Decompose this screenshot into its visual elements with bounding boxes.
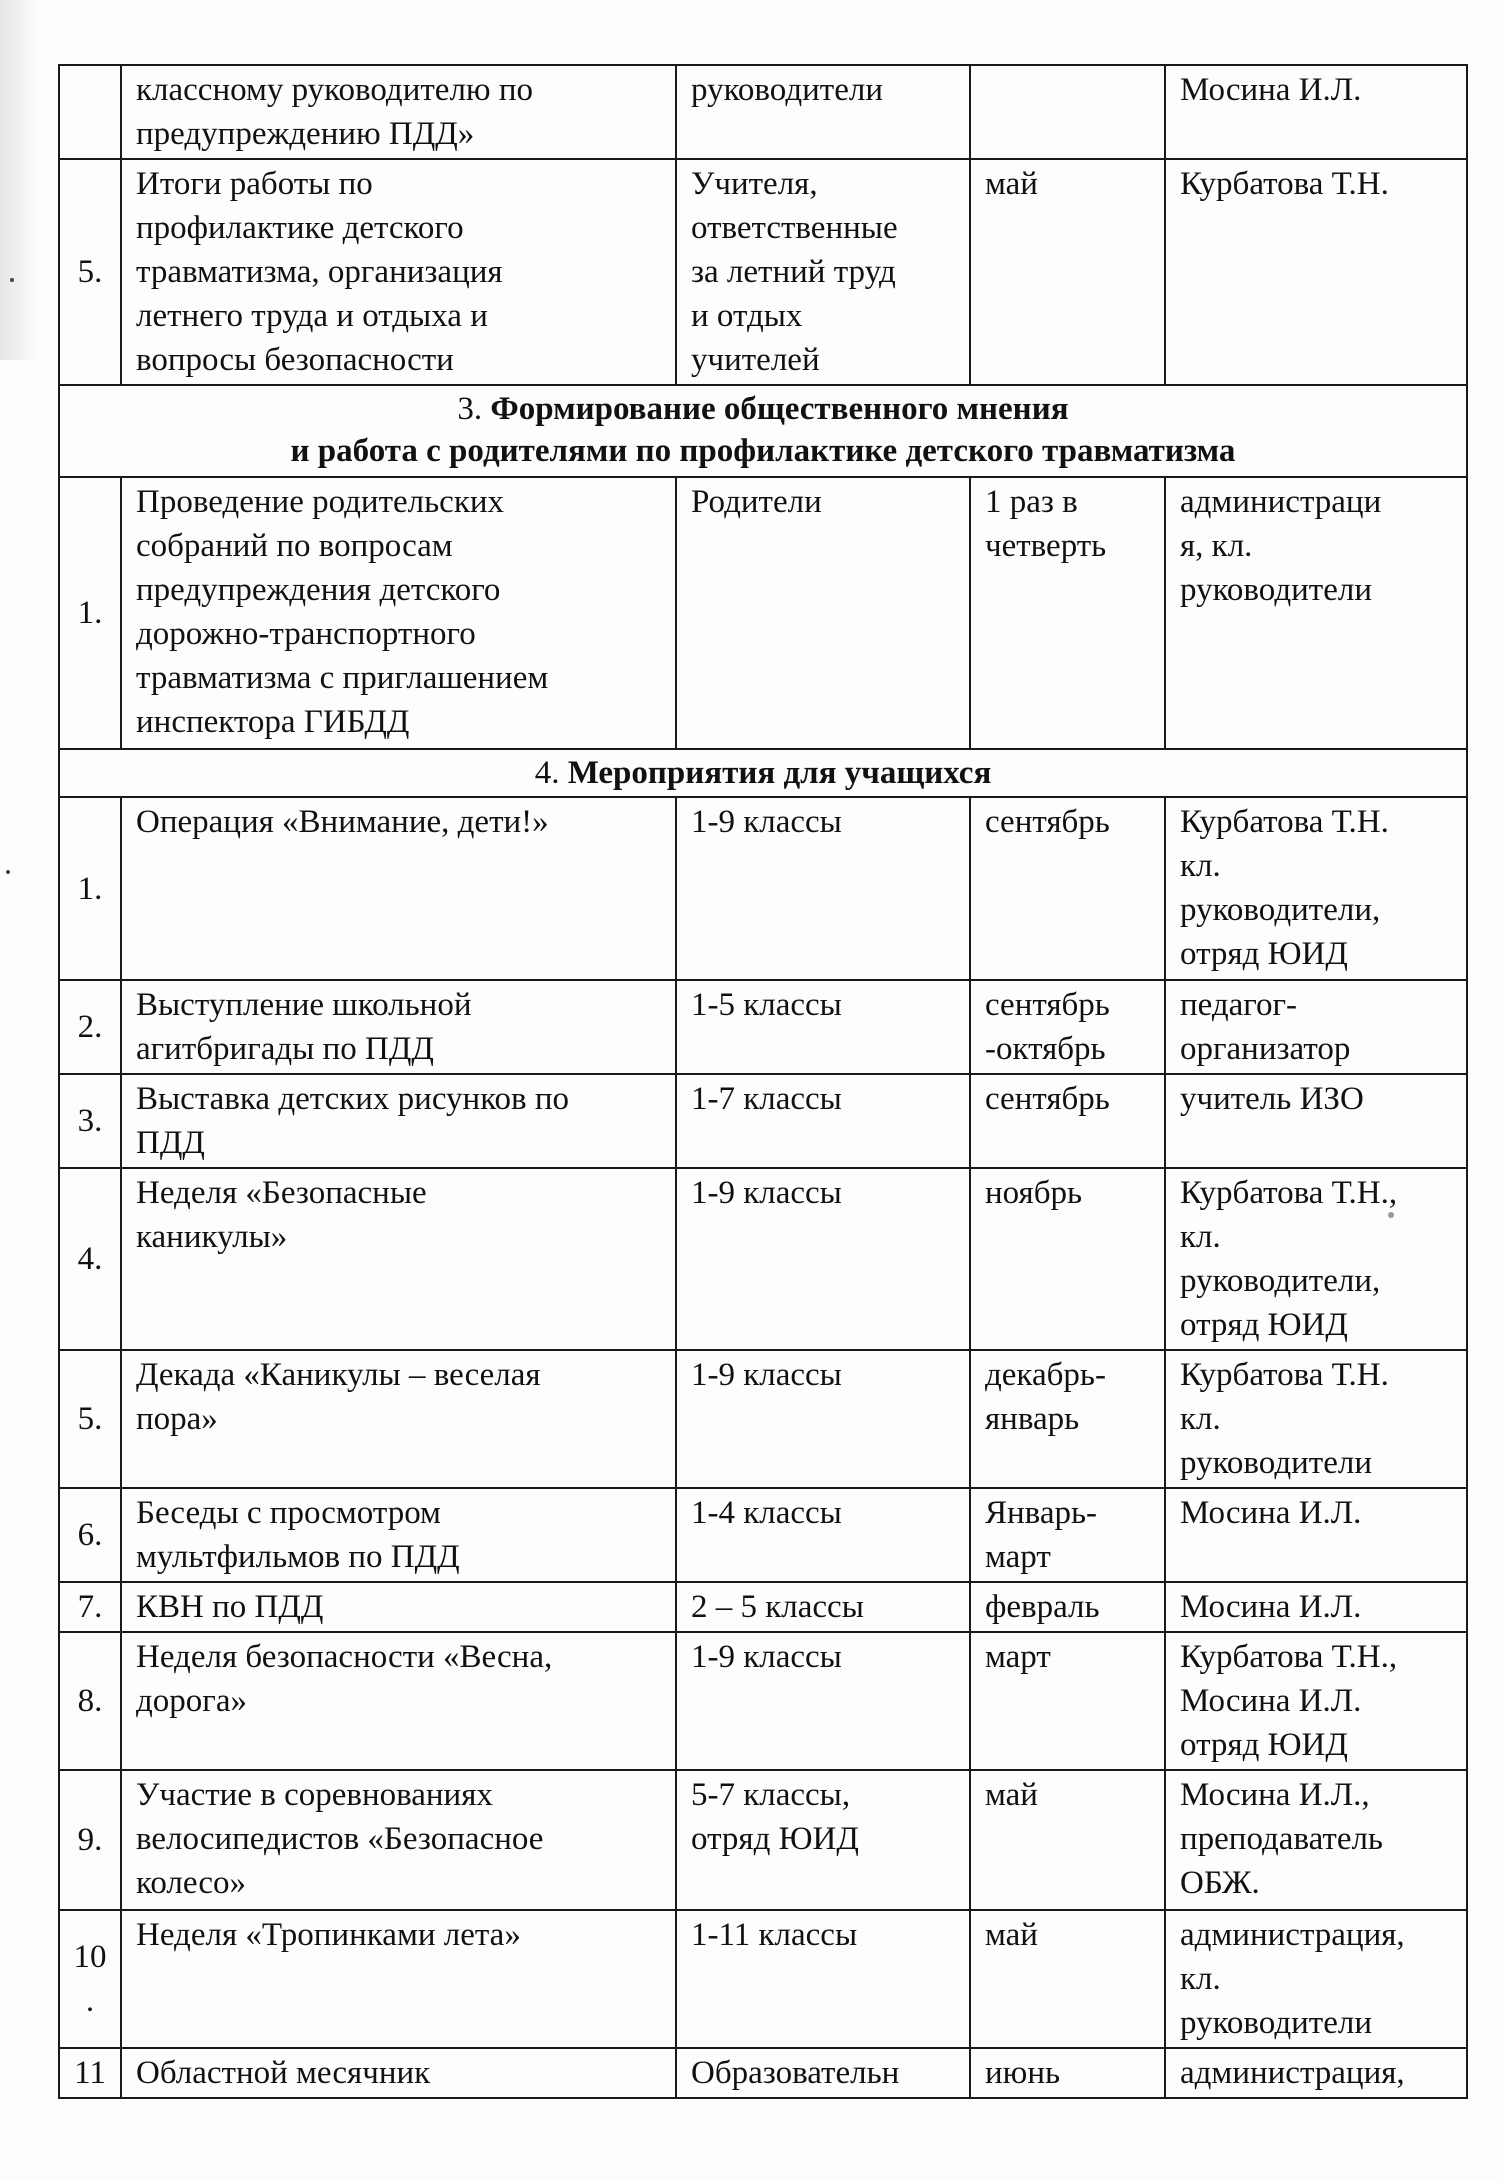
date-cell bbox=[970, 65, 1165, 159]
table-row bbox=[59, 1074, 1467, 1168]
responsible-cell: педагог- организатор bbox=[1165, 980, 1467, 1074]
date-cell: декабрь- январь bbox=[970, 1350, 1165, 1488]
table-row bbox=[59, 1770, 1467, 1910]
table-row bbox=[59, 159, 1467, 385]
row-number: 10 . bbox=[59, 1910, 121, 2048]
row-number bbox=[59, 65, 121, 159]
table-row bbox=[59, 1582, 1467, 1632]
event-cell: классному руководителю по предупреждению ПДД» bbox=[121, 65, 676, 159]
table-row bbox=[59, 2048, 1467, 2098]
participants-cell: 1-5 классы bbox=[676, 980, 970, 1074]
date-cell: сентябрь -октябрь bbox=[970, 980, 1165, 1074]
participants-cell: 1-9 классы bbox=[676, 1350, 970, 1488]
table-row bbox=[59, 65, 1467, 159]
participants-cell: руководители bbox=[676, 65, 970, 159]
date-cell: 1 раз в четверть bbox=[970, 477, 1165, 749]
event-cell: Выступление школьной агитбригады по ПДД bbox=[121, 980, 676, 1074]
section-3-title bbox=[59, 385, 1467, 477]
date-cell: май bbox=[970, 159, 1165, 385]
section-title-line: и работа с родителями по профилактике детского травматизма bbox=[290, 433, 1236, 469]
row-number: 4. bbox=[59, 1168, 121, 1350]
event-cell: Операция «Внимание, дети!» bbox=[121, 797, 676, 980]
participants-cell: 2 – 5 классы bbox=[676, 1582, 970, 1632]
event-cell: Неделя безопасности «Весна, дорога» bbox=[121, 1632, 676, 1770]
event-cell: Проведение родительских собраний по вопросам предупреждения детского дорожно-транспортного травматизма с приглашением инспектора ГИБДД bbox=[121, 477, 676, 749]
section-number: 4. bbox=[534, 755, 560, 791]
row-number: 6. bbox=[59, 1488, 121, 1582]
date-cell: март bbox=[970, 1632, 1165, 1770]
row-number: 5. bbox=[59, 159, 121, 385]
table-row bbox=[59, 477, 1467, 749]
participants-cell: 1-7 классы bbox=[676, 1074, 970, 1168]
event-cell: Неделя «Безопасные каникулы» bbox=[121, 1168, 676, 1350]
participants-cell: Родители bbox=[676, 477, 970, 749]
date-cell: май bbox=[970, 1910, 1165, 2048]
section-number: 3. bbox=[457, 391, 483, 427]
date-cell: июнь bbox=[970, 2048, 1165, 2098]
responsible-cell: Мосина И.Л., преподаватель ОБЖ. bbox=[1165, 1770, 1467, 1910]
responsible-cell: Мосина И.Л. bbox=[1165, 65, 1467, 159]
responsible-cell: Курбатова Т.Н. bbox=[1165, 159, 1467, 385]
date-cell: сентябрь bbox=[970, 797, 1165, 980]
event-cell: Выставка детских рисунков по ПДД bbox=[121, 1074, 676, 1168]
row-number: 11 bbox=[59, 2048, 121, 2098]
participants-cell: Образовательн bbox=[676, 2048, 970, 2098]
date-cell: ноябрь bbox=[970, 1168, 1165, 1350]
section-title-line: Формирование общественного мнения bbox=[490, 391, 1069, 427]
scan-speck bbox=[6, 870, 10, 874]
participants-cell: 1-9 классы bbox=[676, 797, 970, 980]
responsible-cell: Курбатова Т.Н. кл. руководители, отряд ЮИД bbox=[1165, 797, 1467, 980]
row-number: 9. bbox=[59, 1770, 121, 1910]
row-number: 1. bbox=[59, 797, 121, 980]
table-row bbox=[59, 1350, 1467, 1488]
responsible-cell: Курбатова Т.Н., кл. руководители, отряд ЮИД bbox=[1165, 1168, 1467, 1350]
table-row bbox=[59, 980, 1467, 1074]
scan-shadow bbox=[0, 0, 40, 360]
row-number: 5. bbox=[59, 1350, 121, 1488]
table-row bbox=[59, 797, 1467, 980]
event-cell: Беседы с просмотром мультфильмов по ПДД bbox=[121, 1488, 676, 1582]
responsible-cell: администраци я, кл. руководители bbox=[1165, 477, 1467, 749]
responsible-cell: администрация, bbox=[1165, 2048, 1467, 2098]
event-cell: Неделя «Тропинками лета» bbox=[121, 1910, 676, 2048]
table-row bbox=[59, 1632, 1467, 1770]
responsible-cell: администрация, кл. руководители bbox=[1165, 1910, 1467, 2048]
table-row bbox=[59, 1910, 1467, 2048]
scan-speck bbox=[10, 278, 14, 282]
event-cell: Итоги работы по профилактике детского травматизма, организация летнего труда и отдыха и вопросы безопасности bbox=[121, 159, 676, 385]
responsible-cell: Мосина И.Л. bbox=[1165, 1488, 1467, 1582]
row-number: 1. bbox=[59, 477, 121, 749]
section-4-title bbox=[59, 749, 1467, 797]
row-number: 8. bbox=[59, 1632, 121, 1770]
section-header bbox=[59, 385, 1467, 477]
event-cell: Декада «Каникулы – веселая пора» bbox=[121, 1350, 676, 1488]
event-cell: Областной месячник bbox=[121, 2048, 676, 2098]
participants-cell: Учителя, ответственные за летний труд и отдых учителей bbox=[676, 159, 970, 385]
date-cell: февраль bbox=[970, 1582, 1165, 1632]
date-cell: сентябрь bbox=[970, 1074, 1165, 1168]
row-number: 2. bbox=[59, 980, 121, 1074]
participants-cell: 1-9 классы bbox=[676, 1632, 970, 1770]
table-row bbox=[59, 1488, 1467, 1582]
section-header bbox=[59, 749, 1467, 797]
plan-table bbox=[58, 64, 1468, 2099]
participants-cell: 1-11 классы bbox=[676, 1910, 970, 2048]
responsible-cell: Курбатова Т.Н., Мосина И.Л. отряд ЮИД bbox=[1165, 1632, 1467, 1770]
row-number: 3. bbox=[59, 1074, 121, 1168]
participants-cell: 5-7 классы, отряд ЮИД bbox=[676, 1770, 970, 1910]
row-number: 7. bbox=[59, 1582, 121, 1632]
event-cell: Участие в соревнованиях велосипедистов «Безопасное колесо» bbox=[121, 1770, 676, 1910]
date-cell: Январь- март bbox=[970, 1488, 1165, 1582]
event-cell: КВН по ПДД bbox=[121, 1582, 676, 1632]
table-row bbox=[59, 1168, 1467, 1350]
date-cell: май bbox=[970, 1770, 1165, 1910]
responsible-cell: Мосина И.Л. bbox=[1165, 1582, 1467, 1632]
participants-cell: 1-4 классы bbox=[676, 1488, 970, 1582]
section-title-line: Мероприятия для учащихся bbox=[567, 755, 992, 791]
responsible-cell: Курбатова Т.Н. кл. руководители bbox=[1165, 1350, 1467, 1488]
responsible-cell: учитель ИЗО bbox=[1165, 1074, 1467, 1168]
participants-cell: 1-9 классы bbox=[676, 1168, 970, 1350]
